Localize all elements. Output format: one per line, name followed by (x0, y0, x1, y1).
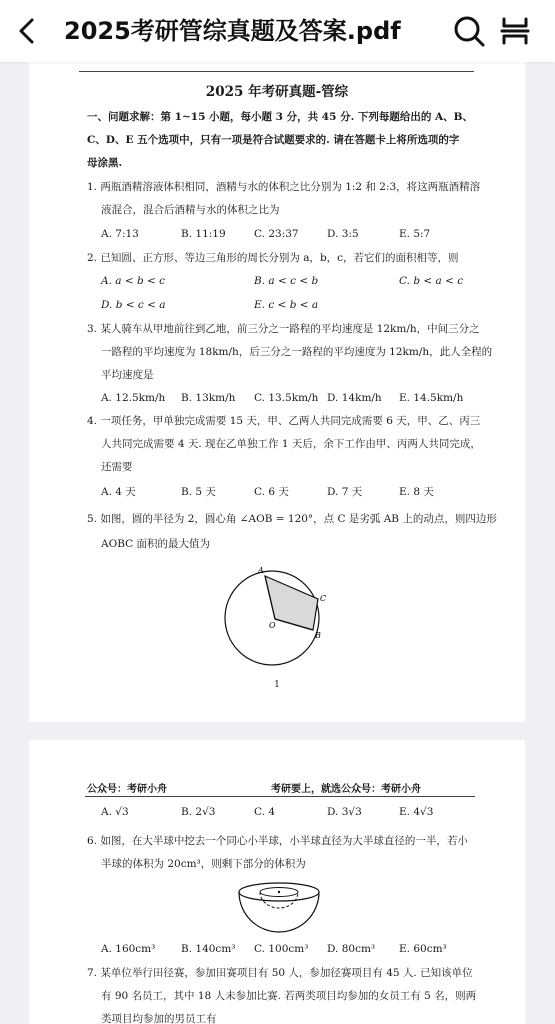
q6-option-a: A. 160cm³ (101, 943, 156, 955)
label-a: A (258, 566, 264, 575)
q4-option-d: D. 7 天 (327, 486, 363, 498)
question-7-line1: 7. 某单位举行田径赛，参加田赛项目有 50 人，参加径赛项目有 45 人. 已知该单位 (87, 967, 473, 979)
page-title: 2025 年考研真题-管综 (205, 84, 349, 100)
page-header-rule (85, 796, 475, 797)
header-rule (79, 71, 474, 72)
q4-option-e: E. 8 天 (399, 486, 434, 498)
q4-option-a: A. 4 天 (101, 486, 136, 498)
question-3-line3: 平均速度是 (101, 369, 154, 381)
q2-option-e: E. c < b < a (254, 299, 319, 311)
circle-figure (219, 562, 329, 672)
question-3-line2: 一路程的平均速度为 18km/h，后三分之一路程的平均速度为 12km/h，此人全程的 (101, 346, 493, 358)
q1-option-c: C. 23:37 (254, 228, 299, 240)
top-bar (0, 0, 555, 62)
question-2-line1: 2. 已知圆、正方形、等边三角形的周长分别为 a，b，c，若它们的面积相等，则 (87, 252, 459, 264)
question-7-line3: 类项目均参加的男员工有 (101, 1013, 217, 1024)
q6-option-e: E. 60cm³ (399, 943, 447, 955)
menu-icon (498, 14, 532, 48)
question-5-line1: 5. 如图，圆的半径为 2，圆心角 ∠AOB = 120°，点 C 是劣弧 AB 上的动点，则四边形 (87, 513, 497, 525)
question-4-line3: 还需要 (101, 461, 133, 473)
label-o: O (269, 621, 276, 630)
q3-option-a: A. 12.5km/h (101, 392, 166, 404)
section-intro-line1: 一、问题求解：第 1~15 小题，每小题 3 分，共 45 分. 下列每题给出的 A、B、 (87, 111, 474, 123)
question-6-line2: 半球的体积为 20cm³，则剩下部分的体积为 (101, 858, 306, 870)
q2-option-c: C. b < a < c (399, 275, 464, 287)
document-title: 2025考研管综真题及答案.pdf (64, 17, 401, 45)
pdf-page-1 (29, 62, 525, 722)
q6-option-d: D. 80cm³ (327, 943, 376, 955)
q5-option-e: E. 4√3 (399, 806, 434, 818)
q4-option-c: C. 6 天 (254, 486, 289, 498)
q6-option-c: C. 100cm³ (254, 943, 309, 955)
pdf-page-2 (29, 740, 525, 1024)
q1-option-d: D. 3:5 (327, 228, 359, 240)
q3-option-c: C. 13.5km/h (254, 392, 319, 404)
q5-option-a: A. √3 (101, 806, 129, 818)
q6-option-b: B. 140cm³ (181, 943, 236, 955)
q1-option-e: E. 5:7 (399, 228, 431, 240)
section-intro-line2: C、D、E 五个选项中，只有一项是符合试题要求的. 请在答题卡上将所选项的字 (87, 134, 460, 146)
q5-option-b: B. 2√3 (181, 806, 216, 818)
page-header-left: 公众号：考研小舟 (87, 784, 167, 795)
search-icon (452, 14, 486, 48)
question-1-line1: 1. 两瓶酒精溶液体积相同，酒精与水的体积之比分别为 1:2 和 2:3，将这两瓶酒精溶 (87, 181, 481, 193)
q2-option-d: D. b < c < a (101, 299, 166, 311)
section-intro-line3: 母涂黑. (87, 157, 123, 169)
question-1-line2: 液混合，混合后酒精与水的体积之比为 (101, 204, 280, 216)
label-c: C (320, 594, 327, 603)
back-button[interactable] (12, 14, 44, 48)
hemisphere-figure (234, 878, 324, 942)
question-7-line2: 有 90 名员工，其中 18 人未参加比赛. 若两类项目均参加的女员工有 5 名，则两 (101, 990, 477, 1002)
q3-option-b: B. 13km/h (181, 392, 236, 404)
q1-option-b: B. 11:19 (181, 228, 226, 240)
label-b: B (315, 631, 321, 640)
chevron-left-icon (12, 14, 44, 48)
q4-option-b: B. 5 天 (181, 486, 216, 498)
q5-option-d: D. 3√3 (327, 806, 362, 818)
q2-option-b: B. a < c < b (254, 275, 319, 287)
q5-option-c: C. 4 (254, 806, 276, 818)
q3-option-d: D. 14km/h (327, 392, 382, 404)
more-button[interactable] (498, 14, 532, 48)
question-5-line2: AOBC 面积的最大值为 (101, 538, 210, 550)
page-number: 1 (274, 680, 280, 690)
q1-option-a: A. 7:13 (101, 228, 139, 240)
q3-option-e: E. 14.5km/h (399, 392, 464, 404)
page-header-right: 考研要上，就选公众号：考研小舟 (271, 784, 421, 795)
search-button[interactable] (452, 14, 486, 48)
question-6-line1: 6. 如图，在大半球中挖去一个同心小半球，小半球直径为大半球直径的一半，若小 (87, 835, 468, 847)
q2-option-a: A. a < b < c (101, 275, 166, 287)
question-3-line1: 3. 某人骑车从甲地前往到乙地，前三分之一路程的平均速度是 12km/h，中间三分之 (87, 323, 480, 335)
question-4-line2: 人共同完成需要 4 天. 现在乙单独工作 1 天后，余下工作由甲、丙两人共同完成， (101, 438, 481, 450)
question-4-line1: 4. 一项任务，甲单独完成需要 15 天，甲、乙两人共同完成需要 6 天，甲、乙、丙三 (87, 415, 481, 427)
